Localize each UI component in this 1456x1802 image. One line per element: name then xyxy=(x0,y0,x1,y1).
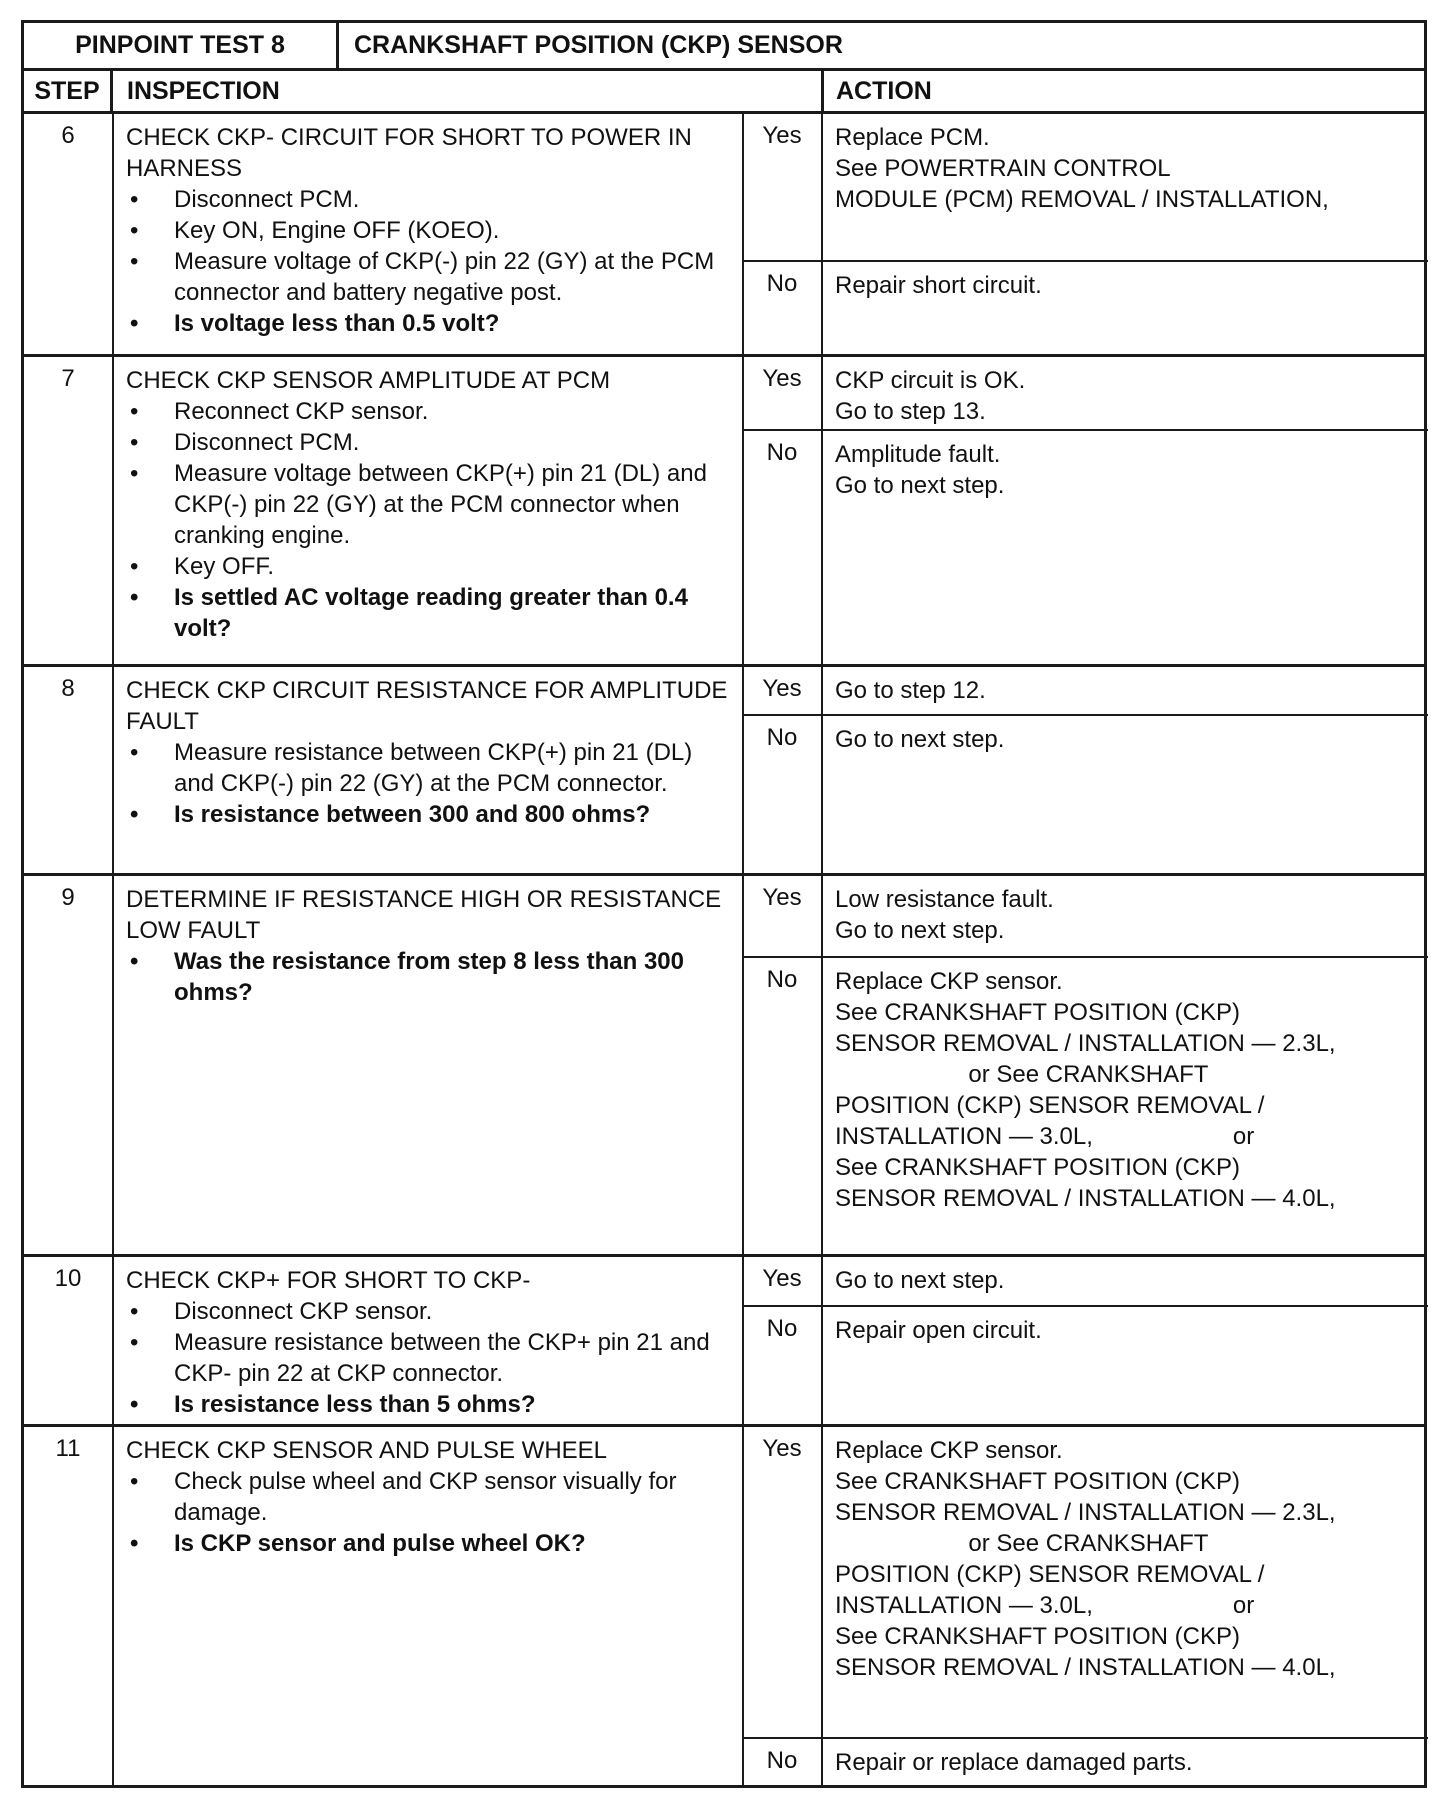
action-line: SENSOR REMOVAL / INSTALLATION — 2.3L, xyxy=(835,1030,1336,1057)
action-line: Replace CKP sensor. xyxy=(835,1437,1063,1464)
action-line: Amplitude fault. xyxy=(835,441,1001,468)
action-text xyxy=(835,1435,1415,1683)
answer-no xyxy=(743,1737,1428,1782)
inspection-title: DETERMINE IF RESISTANCE HIGH OR RESISTANCE LOW FAULT xyxy=(126,886,722,944)
test-name: CRANKSHAFT POSITION (CKP) SENSOR xyxy=(354,31,843,59)
action-line: See CRANKSHAFT POSITION (CKP) xyxy=(835,999,1240,1026)
inspection-bullet: • Measure voltage of CKP(-) pin 22 (GY) at the PCM connector and battery negative post. xyxy=(126,246,736,308)
table-row xyxy=(24,1257,1424,1427)
action-line: See CRANKSHAFT POSITION (CKP) xyxy=(835,1154,1240,1181)
step-number: 6 xyxy=(61,122,75,149)
answer-yes xyxy=(743,667,1428,714)
action-line: Replace CKP sensor. xyxy=(835,968,1063,995)
answer-yes xyxy=(743,1427,1428,1737)
inspection-cell xyxy=(126,884,736,1008)
column-step: STEP xyxy=(24,71,113,111)
step-number: 11 xyxy=(55,1435,81,1462)
answer-no xyxy=(743,1305,1428,1424)
table-row xyxy=(24,667,1424,876)
action-line: See CRANKSHAFT POSITION (CKP) xyxy=(835,1623,1240,1650)
action-line: See POWERTRAIN CONTROL xyxy=(835,155,1171,182)
action-line: Go to next step. xyxy=(835,472,1005,499)
action-line: INSTALLATION — 3.0L, or xyxy=(835,1123,1255,1150)
inspection-bullet: • Measure resistance between the CKP+ pin 21 and CKP- pin 22 at CKP connector. xyxy=(126,1327,736,1389)
action-text xyxy=(835,1315,1415,1346)
inspection-bullets xyxy=(126,396,736,644)
inspection-question: • Is resistance between 300 and 800 ohms? xyxy=(126,799,736,830)
action-text xyxy=(835,122,1415,215)
inspection-question: • Is voltage less than 0.5 volt? xyxy=(126,308,736,339)
action-line: Replace PCM. xyxy=(835,124,990,151)
action-text xyxy=(835,675,1415,706)
inspection-cell xyxy=(126,675,736,830)
action-line: Go to step 12. xyxy=(835,677,986,704)
step-number: 7 xyxy=(61,365,75,392)
action-text xyxy=(835,1747,1415,1778)
action-line: Go to next step. xyxy=(835,917,1005,944)
action-line: SENSOR REMOVAL / INSTALLATION — 4.0L, xyxy=(835,1654,1336,1681)
answer-no xyxy=(743,429,1428,664)
inspection-bullets xyxy=(126,737,736,830)
answer-label: Yes xyxy=(762,884,802,911)
action-line: See CRANKSHAFT POSITION (CKP) xyxy=(835,1468,1240,1495)
inspection-title: CHECK CKP+ FOR SHORT TO CKP- xyxy=(126,1267,531,1294)
inspection-bullet: • Disconnect PCM. xyxy=(126,427,736,458)
action-line: CKP circuit is OK. xyxy=(835,367,1026,394)
inspection-bullets xyxy=(126,184,736,339)
action-text xyxy=(835,270,1415,301)
answer-label: Yes xyxy=(762,675,802,702)
action-line: Repair or replace damaged parts. xyxy=(835,1749,1193,1776)
action-text xyxy=(835,724,1415,755)
step-number: 10 xyxy=(54,1265,82,1292)
inspection-cell xyxy=(126,122,736,339)
answer-label: No xyxy=(766,966,798,993)
table-row xyxy=(24,876,1424,1257)
action-text xyxy=(835,1265,1415,1296)
inspection-title: CHECK CKP CIRCUIT RESISTANCE FOR AMPLITUDE FAULT xyxy=(126,677,728,735)
action-line: Go to next step. xyxy=(835,1267,1005,1294)
answer-label: Yes xyxy=(762,1265,802,1292)
inspection-bullet: • Check pulse wheel and CKP sensor visually for damage. xyxy=(126,1466,736,1528)
action-line: Repair short circuit. xyxy=(835,272,1042,299)
action-line: MODULE (PCM) REMOVAL / INSTALLATION, xyxy=(835,186,1329,213)
answer-label: No xyxy=(766,270,798,297)
step-number: 8 xyxy=(61,675,75,702)
inspection-bullet: • Reconnect CKP sensor. xyxy=(126,396,736,427)
step-number: 9 xyxy=(61,884,75,911)
answer-label: No xyxy=(766,439,798,466)
inspection-question: • Is resistance less than 5 ohms? xyxy=(126,1389,736,1420)
table-row xyxy=(24,1427,1424,1785)
action-text xyxy=(835,966,1415,1214)
action-line: INSTALLATION — 3.0L, or xyxy=(835,1592,1255,1619)
inspection-title: CHECK CKP- CIRCUIT FOR SHORT TO POWER IN HARNESS xyxy=(126,124,692,182)
answer-label: No xyxy=(766,1315,798,1342)
table-row xyxy=(24,357,1424,667)
inspection-title: CHECK CKP SENSOR AMPLITUDE AT PCM xyxy=(126,367,611,394)
action-text xyxy=(835,884,1415,946)
action-text xyxy=(835,439,1415,501)
action-line: SENSOR REMOVAL / INSTALLATION — 2.3L, xyxy=(835,1499,1336,1526)
action-line: POSITION (CKP) SENSOR REMOVAL / xyxy=(835,1561,1265,1588)
action-line: Go to step 13. xyxy=(835,398,986,425)
inspection-bullet: • Measure voltage between CKP(+) pin 21 (DL) and CKP(-) pin 22 (GY) at the PCM connector when cranking engine. xyxy=(126,458,736,551)
inspection-bullets xyxy=(126,1296,736,1420)
action-line: Repair open circuit. xyxy=(835,1317,1042,1344)
inspection-question: • Was the resistance from step 8 less than 300 ohms? xyxy=(126,946,736,1008)
inspection-cell xyxy=(126,365,736,644)
inspection-question: • Is settled AC voltage reading greater than 0.4 volt? xyxy=(126,582,736,644)
answer-yes xyxy=(743,876,1428,956)
inspection-bullets xyxy=(126,1466,736,1559)
inspection-cell xyxy=(126,1265,736,1420)
answer-label: No xyxy=(766,1747,798,1774)
column-inspection: INSPECTION xyxy=(127,77,280,105)
column-action: ACTION xyxy=(836,77,932,105)
answer-no xyxy=(743,260,1428,354)
action-line: or See CRANKSHAFT xyxy=(835,1061,1209,1088)
action-line: POSITION (CKP) SENSOR REMOVAL / xyxy=(835,1092,1265,1119)
answer-label: No xyxy=(766,724,798,751)
answer-yes xyxy=(743,114,1428,260)
inspection-bullets xyxy=(126,946,736,1008)
inspection-bullet: • Disconnect PCM. xyxy=(126,184,736,215)
action-line: Low resistance fault. xyxy=(835,886,1054,913)
answer-label: Yes xyxy=(762,365,802,392)
inspection-cell xyxy=(126,1435,736,1559)
answer-yes xyxy=(743,357,1428,429)
answer-no xyxy=(743,714,1428,873)
inspection-bullet: • Disconnect CKP sensor. xyxy=(126,1296,736,1327)
inspection-question: • Is CKP sensor and pulse wheel OK? xyxy=(126,1528,736,1559)
table-header xyxy=(24,23,1424,71)
pinpoint-test-table xyxy=(21,20,1427,1788)
answer-yes xyxy=(743,1257,1428,1305)
answer-label: Yes xyxy=(762,122,802,149)
action-line: or See CRANKSHAFT xyxy=(835,1530,1209,1557)
answer-label: Yes xyxy=(762,1435,802,1462)
action-line: Go to next step. xyxy=(835,726,1005,753)
inspection-bullet: • Measure resistance between CKP(+) pin 21 (DL) and CKP(-) pin 22 (GY) at the PCM connector. xyxy=(126,737,736,799)
column-headers xyxy=(24,71,1424,114)
table-row xyxy=(24,114,1424,357)
action-line: SENSOR REMOVAL / INSTALLATION — 4.0L, xyxy=(835,1185,1336,1212)
answer-no xyxy=(743,956,1428,1254)
inspection-bullet: • Key ON, Engine OFF (KOEO). xyxy=(126,215,736,246)
inspection-title: CHECK CKP SENSOR AND PULSE WHEEL xyxy=(126,1437,608,1464)
inspection-bullet: • Key OFF. xyxy=(126,551,736,582)
action-text xyxy=(835,365,1415,427)
test-id: PINPOINT TEST 8 xyxy=(24,23,339,68)
